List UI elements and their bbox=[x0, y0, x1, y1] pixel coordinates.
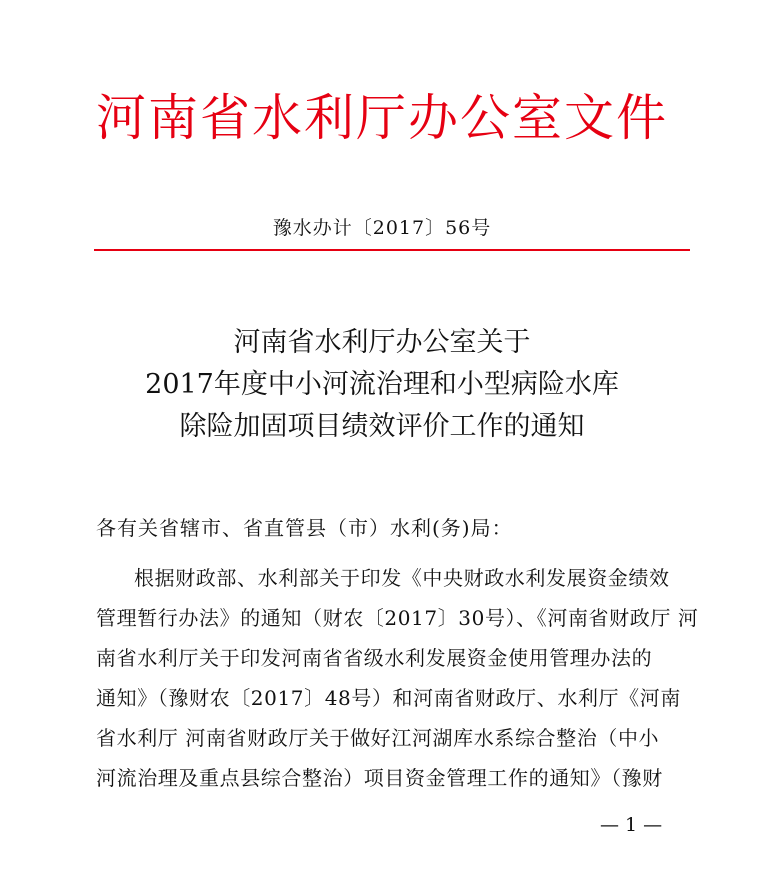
salutation: 各有关省辖市、省直管县（市）水利(务)局： bbox=[96, 516, 513, 540]
notice-title-line-3: 除险加固项目绩效评价工作的通知 bbox=[179, 411, 585, 442]
document-header-title: 河南省水利厅办公室文件 bbox=[96, 89, 668, 147]
body-paragraph bbox=[96, 558, 699, 798]
body-line: 管理暂行办法》的通知（财农〔2017〕30号）、《河南省财政厅 河 bbox=[96, 606, 699, 630]
notice-title-line-1: 河南省水利厅办公室关于 bbox=[233, 327, 531, 358]
page-number: — 1 — bbox=[600, 814, 663, 836]
red-divider-line bbox=[94, 249, 690, 251]
notice-title-line-2: 2017年度中小河流治理和小型病险水库 bbox=[145, 369, 619, 400]
body-line: 河流治理及重点县综合整治）项目资金管理工作的通知》（豫财 bbox=[96, 766, 663, 790]
body-line: 根据财政部、水利部关于印发《中央财政水利发展资金绩效 bbox=[134, 566, 670, 590]
body-line: 省水利厅 河南省财政厅关于做好江河湖库水系综合整治（中小 bbox=[96, 726, 660, 750]
body-line: 南省水利厅关于印发河南省省级水利发展资金使用管理办法的 bbox=[96, 646, 653, 670]
body-line: 通知》（豫财农〔2017〕48号）和河南省财政厅、水利厅《河南 bbox=[96, 686, 681, 710]
notice-title bbox=[0, 322, 764, 448]
document-number: 豫水办计〔2017〕56号 bbox=[272, 217, 492, 239]
